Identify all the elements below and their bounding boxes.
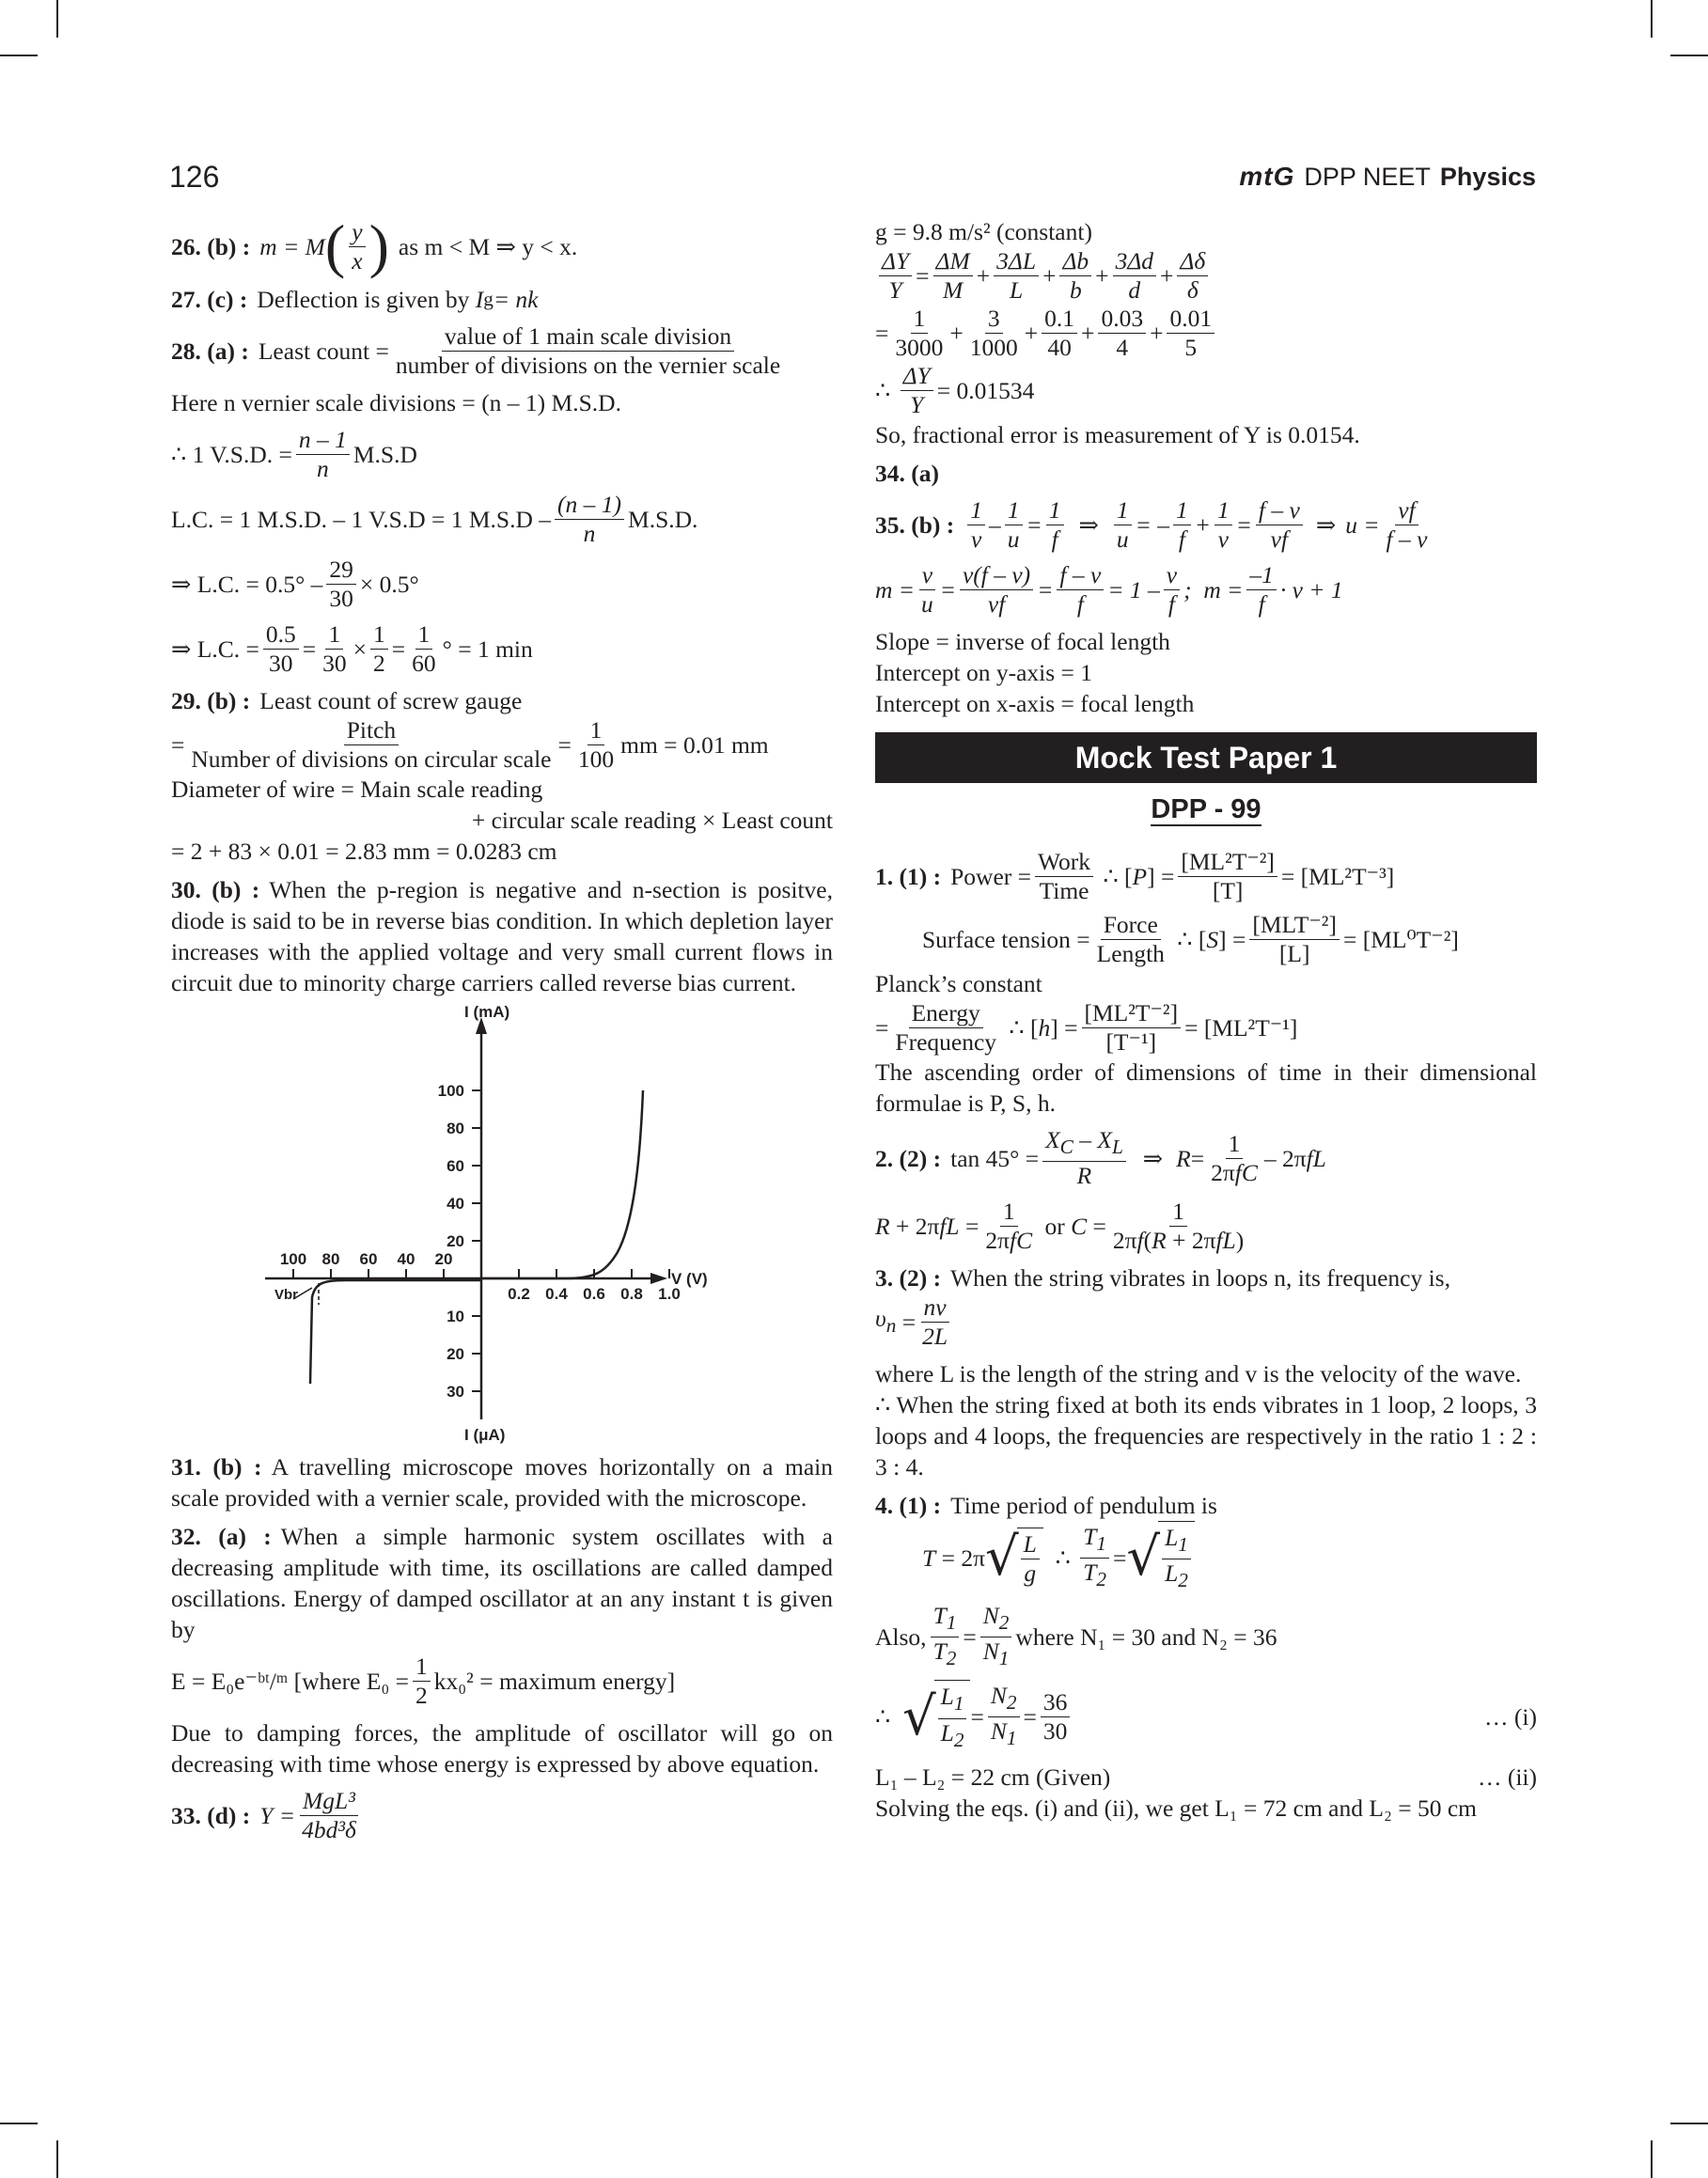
x-tick-label: 20 [434, 1250, 453, 1268]
page-number: 126 [169, 160, 220, 194]
y-tick-label: 20 [447, 1345, 464, 1363]
mock-answer-3-l2: where L is the length of the string and v is the velocity of the wave. [875, 1360, 1522, 1388]
x-tick-label: 40 [397, 1250, 415, 1268]
forward-curve [481, 1090, 643, 1278]
y-tick-label: 100 [437, 1082, 464, 1100]
mock-answer-2: 2. (2) : tan 45° = $\frac{X_C - X_L}{R}$ ⇒ R = $\frac{1}{\text{2πfC}}$ – 2π fL [875, 1126, 1326, 1190]
crop-mark [1651, 2140, 1653, 2178]
answer-32: 32. (a) : When a simple harmonic system oscillates with a decreasing amplitude with time, its oscillations are called damped oscillations. Energy of damped oscillator at an any instant t is given by [171, 1523, 833, 1643]
y-bottom-label: I (μA) [464, 1426, 506, 1444]
y-top-label: I (mA) [464, 1006, 510, 1021]
mock-answer-4: 4. (1) : Time period of pendulum is [875, 1492, 1217, 1520]
mock-answer-1-text: The ascending order of dimensions of time in their dimensional formulae is P, S, h. [875, 1058, 1537, 1117]
x-tick-label: 60 [359, 1250, 378, 1268]
planck-eq: = $\frac{\text{Energy}}{\text{Frequency}}$ ∴ [ h ] = $\frac{\text{[ML²T⁻²]}}{\text{[T⁻¹]}}$ = [ML²T⁻¹] [875, 999, 1298, 1056]
running-header [1239, 162, 1536, 192]
answer-27: 27. (c) : Deflection is given by I g = nk [171, 286, 539, 313]
surface-tension: Surface tension = $\frac{\text{Force}}{\text{Length}}$ ∴ [ S ] = $\frac{\text{[MLT⁻²]}}{[L]}$ = [ML⁰T⁻²] [922, 911, 1459, 967]
y-tick-label: 40 [447, 1195, 464, 1213]
error-equation: $\frac{\Delta Y}{Y}$ = $\frac{\Delta M}{M}$ + $\frac{3\Delta L}{L}$ + $\frac{\Delta b}{b}$ + $\frac{3\Delta d}{d}$ + $\frac{\Delta\delta}{\delta}$ [875, 247, 1537, 305]
vbr-label: Vbr [274, 1287, 299, 1303]
x-tick-label: 80 [321, 1250, 340, 1268]
crop-mark [0, 55, 38, 56]
crop-mark [1670, 55, 1708, 56]
crop-mark [0, 2123, 38, 2124]
answer-28: 28. (a) : Least count = $\frac{\text{value of 1 main scale division}}{\text{number of divisions on the vernier scale}}$ [171, 322, 781, 379]
x-tick-label: 0.6 [583, 1285, 605, 1303]
slope-line: Slope = inverse of focal length [875, 628, 1170, 655]
error-result: ∴ $\frac{\Delta Y}{Y}$ = 0.01534 [875, 362, 1035, 418]
answer-28-lc: L.C. = 1 M.S.D. – 1 V.S.D = 1 M.S.D – $\frac{(n - 1)}{n}$ M.S.D. [171, 491, 698, 547]
diode-iv-graph [256, 1006, 782, 1448]
reverse-curve [310, 1280, 481, 1384]
crop-mark [56, 0, 58, 38]
answer-29-l3: Diameter of wire = Main scale reading [171, 776, 543, 803]
header-subject: Physics [1439, 163, 1536, 191]
mock-answer-3: 3. (2) : When the string vibrates in loops n, its frequency is, [875, 1264, 1450, 1293]
answer-35: 35. (b) : $\frac{1}{v}$ – $\frac{1}{u}$ = $\frac{1}{f}$ ⇒ $\frac{1}{u}$ = – $\frac{1}{f}$ + $\frac{1}{v}$ = $\frac{f - v}{vf}$ ⇒ u = $\frac{vf}{f - v}$ [875, 496, 1428, 553]
mock-answer-4-i: ∴ √ $\frac{L_1}{L_2}$ = $\frac{N_2}{N_1}$ = $\frac{36}{30}$ … (i) [875, 1680, 1537, 1753]
crop-mark [1670, 2123, 1708, 2124]
x-tick-label: 1.0 [658, 1285, 681, 1303]
right-column [875, 216, 1537, 1824]
answer-33: 33. (d) : Y = $\frac{\text{MgL³}}{\text{4bd³δ}}$ [171, 1787, 833, 1844]
answer-28-line: Here n vernier scale divisions = (n – 1) M.S.D. [171, 389, 621, 416]
section-banner: Mock Test Paper 1 [875, 732, 1537, 783]
mock-answer-2-l2: R + 2π fL = $\frac{1}{\text{2πfC}}$ or C = $\frac{1}{\text{2πf(R + 2πfL)}}$ [875, 1198, 1245, 1255]
mock-answer-4-solve: Solving the eqs. (i) and (ii), we get L₁ = 72 cm and L₂ = 50 cm [875, 1794, 1477, 1822]
y-tick-label: 60 [447, 1157, 464, 1175]
x-tick-label: 0.4 [545, 1285, 568, 1303]
answer-29-eq: = $\frac{\text{Pitch}}{\text{Number of divisions on circular scale}}$ = $\frac{1}{100}$ mm = 0.01 mm [171, 716, 769, 773]
x-tick-label: 100 [279, 1250, 307, 1268]
header-title: DPP NEET [1304, 163, 1431, 191]
x-axis-arrow [650, 1273, 667, 1284]
error-values: = $\frac{1}{3000}$ + $\frac{3}{1000}$ + $\frac{0.1}{40}$ + $\frac{0.03}{4}$ + $\frac{0.01}{5}$ [875, 305, 1537, 362]
answer-28-vsd: ∴ 1 V.S.D. = $\frac{n - 1}{n}$ M.S.D [171, 426, 417, 482]
y-tick-label: 20 [447, 1232, 464, 1250]
y-tick-label: 10 [447, 1308, 464, 1325]
answer-29-l4: + circular scale reading × Least count [471, 807, 833, 834]
intercept-x: Intercept on x-axis = focal length [875, 690, 1195, 717]
mock-answer-1: 1. (1) : Power = $\frac{\text{Work}}{\text{Time}}$ ∴ [ P ] = $\frac{\text{[ML²T⁻²]}}{[T]}$ = [ML²T⁻³] [875, 848, 1395, 904]
y-tick-label: 30 [447, 1383, 464, 1401]
y-tick-label: 80 [447, 1120, 464, 1137]
answer-31: 31. (b) : A travelling microscope moves horizontally on a main scale provided with a vernier scale, provided with the microscope. [171, 1453, 833, 1512]
mock-answer-3-eq: $\upsilon_n$ = $\frac{nv}{2L}$ [875, 1293, 948, 1351]
brand-logo: mtG [1239, 162, 1295, 191]
mock-answer-3-l3: ∴ When the string fixed at both its ends vibrates in 1 loop, 2 loops, 3 loops and 4 loops, the frequencies are respectively in the ratio 1 : 2 : 3 : 4. [875, 1391, 1537, 1481]
answer-29-l5: = 2 + 83 × 0.01 = 2.83 mm = 0.0283 cm [171, 838, 557, 865]
error-text: So, fractional error is measurement of Y is 0.0154. [875, 421, 1360, 448]
answer-34: 34. (a) [875, 460, 939, 487]
intercept-y: Intercept on y-axis = 1 [875, 659, 1093, 686]
answer-35-m: m = $\frac{v}{u}$ = $\frac{v(f - v)}{vf}$ = $\frac{f - v}{f}$ = 1 – $\frac{v}{f}$ ; m = $\frac{-1}{f}$ · v + 1 [875, 561, 1343, 618]
mock-answer-4-eq: T = 2π √ $\frac{L}{g}$ ∴ $\frac{T_1}{T_2}$ = √ $\frac{L_1}{L_2}$ [922, 1521, 1537, 1594]
answer-29: 29. (b) : Least count of screw gauge [171, 687, 523, 714]
left-column [171, 212, 833, 1844]
answer-28-lc3: ⇒ L.C. = $\frac{0.5}{30}$ = $\frac{1}{30}$ × $\frac{1}{2}$ = $\frac{1}{60}$ ° = 1 min [171, 620, 533, 677]
mock-answer-4-also: Also, $\frac{T_1}{T_2}$ = $\frac{N_2}{N_1}$ where N₁ = 30 and N₂ = 36 [875, 1602, 1277, 1670]
crop-mark [56, 2140, 58, 2178]
x-tick-label: 0.8 [620, 1285, 643, 1303]
g-line: g = 9.8 m/s² (constant) [875, 218, 1092, 245]
x-tick-label: 0.2 [508, 1285, 530, 1303]
answer-26: 26. (b) : m = M ( $\frac{y}{x}$ ) as m < M ⇒ y < x. [171, 212, 578, 279]
answer-32-l2: Due to damping forces, the amplitude of oscillator will go on decreasing with time whose energy is expressed by above equation. [171, 1719, 833, 1778]
mock-answer-4-ii: L₁ – L₂ = 22 cm (Given) … (ii) [875, 1763, 1537, 1791]
answer-30: 30. (b) : When the p-region is negative and n-section is positve, diode is said to be in reverse bias condition. In which depletion layer increases with the applied voltage and very small current flows in circuit due to minority charge carriers called reverse bias current. [171, 876, 833, 996]
answer-32-eq: E = E₀e⁻ᵇᵗ/ᵐ [where E₀ = $\frac{1}{2}$ kx₀² = maximum energy] [171, 1653, 676, 1709]
dpp-heading: DPP - 99 [1151, 794, 1261, 824]
planck-label: Planck’s constant [875, 970, 1042, 997]
x-right-label: V (V) [671, 1270, 708, 1288]
answer-28-lc2: ⇒ L.C. = 0.5° – $\frac{29}{30}$ × 0.5° [171, 556, 419, 612]
crop-mark [1651, 0, 1653, 38]
